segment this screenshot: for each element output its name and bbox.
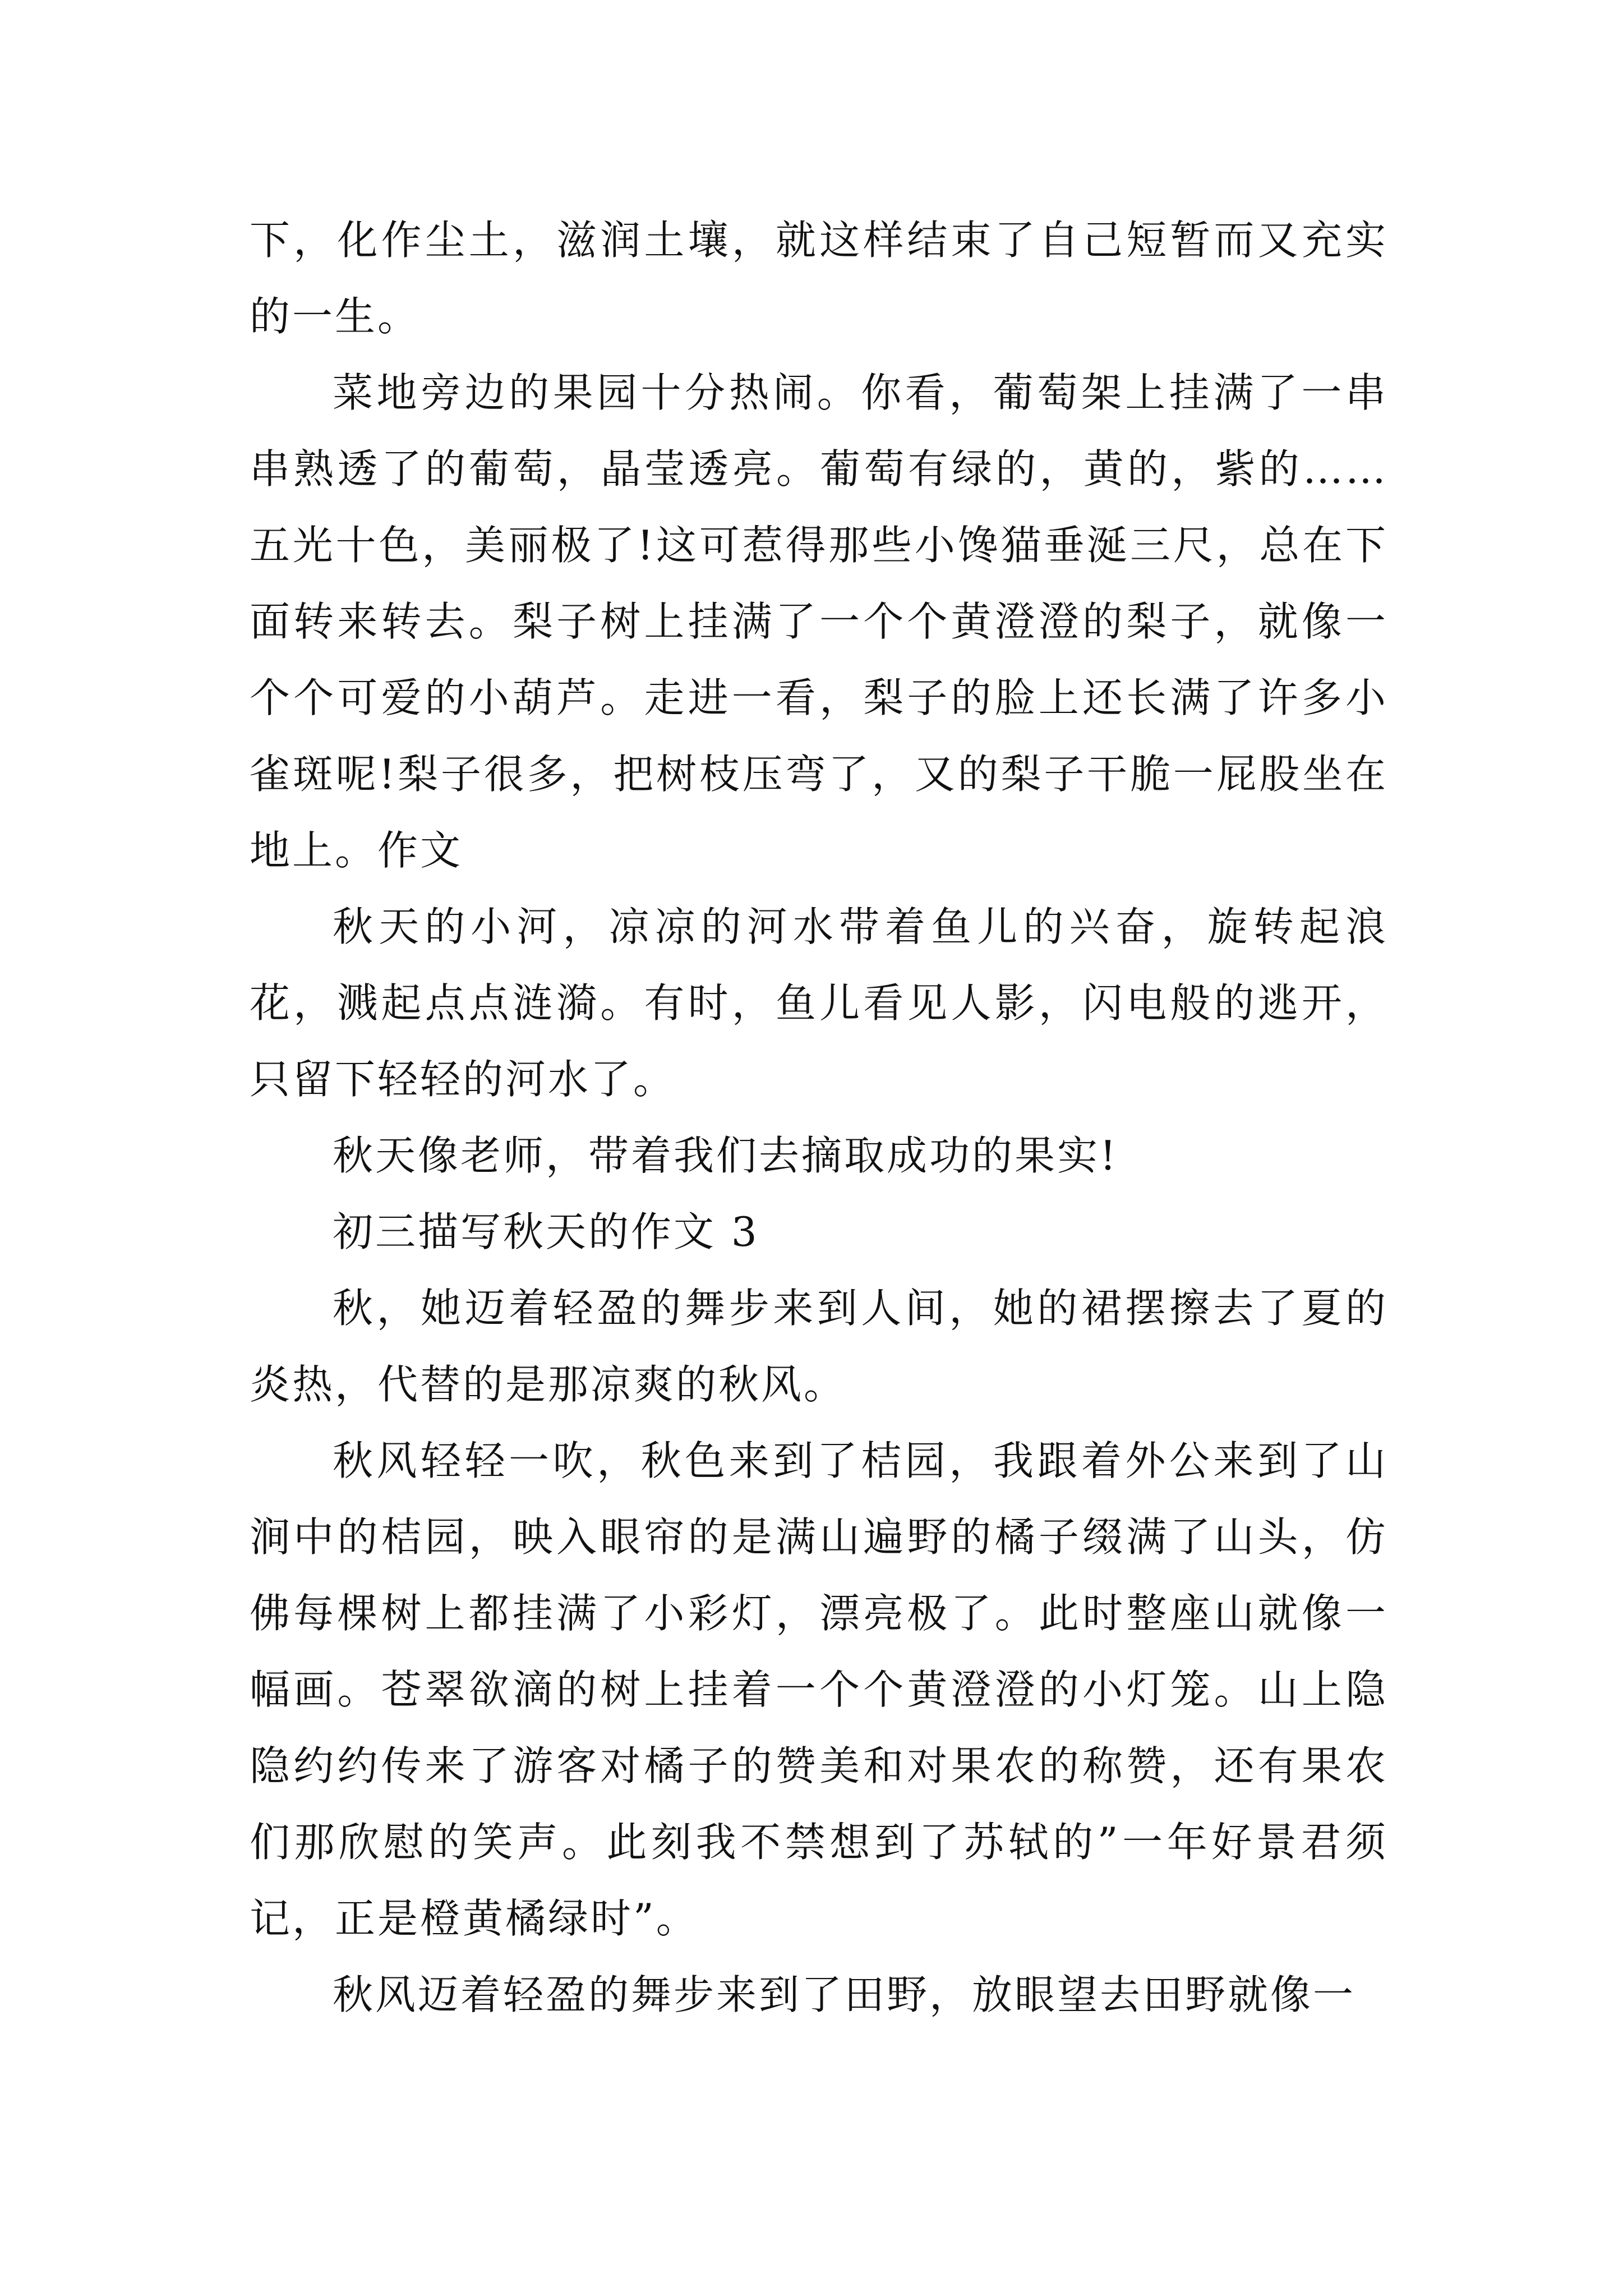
paragraph-3: 秋天的小河，凉凉的河水带着鱼儿的兴奋，旋转起浪花，溅起点点涟漪。有时，鱼儿看见人影，闪电般的逃开，只留下轻轻的河水了。 (250, 903, 1388, 1103)
paragraph-7: 秋风迈着轻盈的舞步来到了田野，放眼望去田野就像一 (333, 1971, 1356, 2018)
paragraph-1: 下，化作尘土，滋润土壤，就这样结束了自己短暂而又充实的一生。 (250, 217, 1388, 340)
document-body (250, 202, 1388, 2033)
paragraph-5: 秋，她迈着轻盈的舞步来到人间，她的裙摆擦去了夏的炎热，代替的是那凉爽的秋风。 (250, 1285, 1388, 1408)
section-heading: 初三描写秋天的作文 3 (333, 1208, 759, 1255)
paragraph-6: 秋风轻轻一吹，秋色来到了桔园，我跟着外公来到了山涧中的桔园，映入眼帘的是满山遍野的橘子缀满了山头，仿佛每棵树上都挂满了小彩灯，漂亮极了。此时整座山就像一幅画。苍翠欲滴的树上挂着一个个黄澄澄的小灯笼。山上隐隐约约传来了游客对橘子的赞美和对果农的称赞，还有果农们那欣慰的笑声。此刻我不禁想到了苏轼的”一年好景君须记，正是橙黄橘绿时”。 (250, 1437, 1388, 1942)
paragraph-2: 菜地旁边的果园十分热闹。你看，葡萄架上挂满了一串串熟透了的葡萄，晶莹透亮。葡萄有绿的，黄的，紫的……五光十色，美丽极了!这可惹得那些小馋猫垂涎三尺，总在下面转来转去。梨子树上挂满了一个个黄澄澄的梨子，就像一个个可爱的小葫芦。走进一看，梨子的脸上还长满了许多小雀斑呢!梨子很多，把树枝压弯了，又的梨子干脆一屁股坐在地上。作文 (250, 369, 1388, 874)
paragraph-4: 秋天像老师，带着我们去摘取成功的果实! (333, 1132, 1118, 1179)
